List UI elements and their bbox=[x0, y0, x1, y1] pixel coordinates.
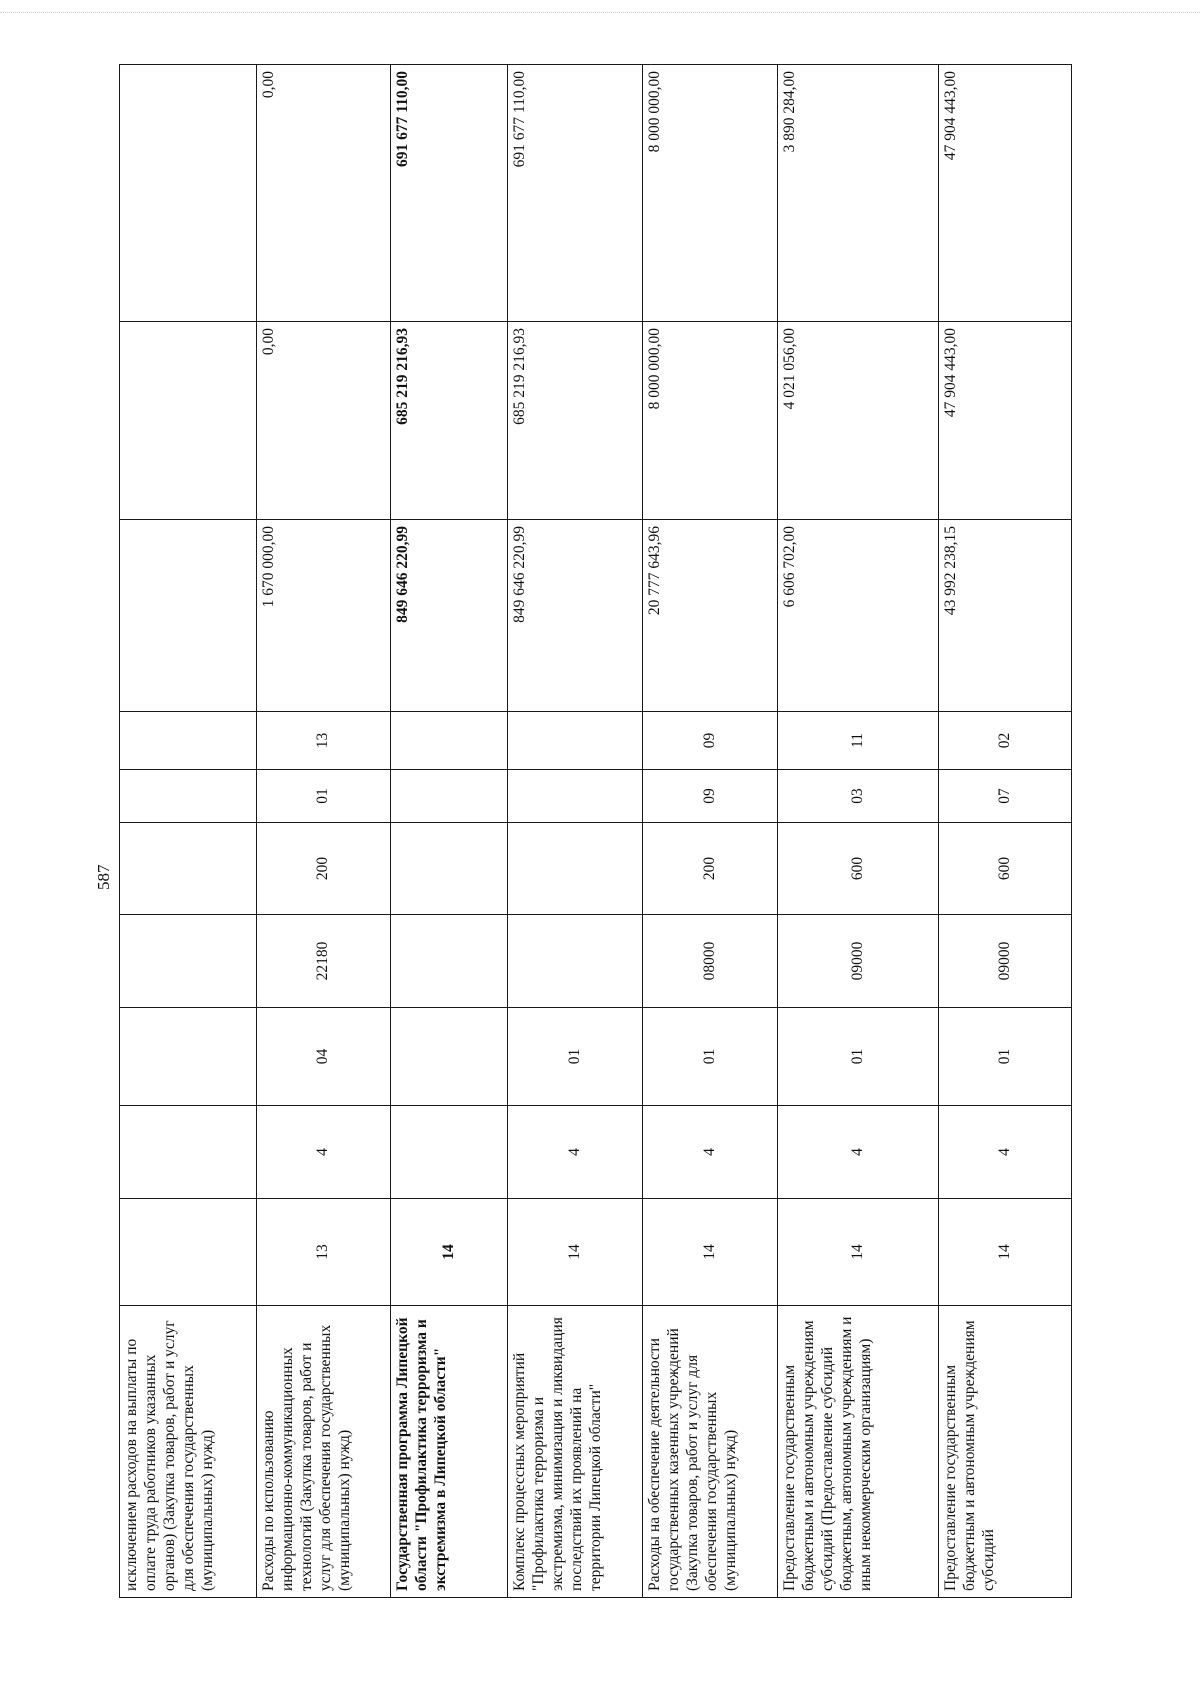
amount-cell bbox=[120, 520, 257, 712]
amount-cell: 8 000 000,00 bbox=[643, 322, 778, 520]
amount-cell: 849 646 220,99 bbox=[508, 520, 643, 712]
code-cell: 600 bbox=[939, 823, 1072, 915]
code-cell: 08000 bbox=[643, 915, 778, 1008]
amount-cell: 8 000 000,00 bbox=[643, 65, 778, 322]
row-description: Расходы на обеспечение деятельности государственных казенных учреждений (Закупка товаров, работ и услуг для обеспечения государственных (муниципальных) нужд) bbox=[643, 1306, 778, 1598]
amount-cell: 0,00 bbox=[257, 65, 391, 322]
code-cell bbox=[508, 770, 643, 823]
code-cell: 07 bbox=[939, 770, 1072, 823]
code-cell: 01 bbox=[778, 1008, 939, 1106]
code-cell: 02 bbox=[939, 712, 1072, 770]
amount-cell: 1 670 000,00 bbox=[257, 520, 391, 712]
amount-cell: 685 219 216,93 bbox=[391, 322, 508, 520]
row-description: Предоставление государственным бюджетным и автономным учреждениям субсидий (Предоставление субсидий бюджетным, автономным учреждениям и иным некоммерческим организациям) bbox=[778, 1306, 939, 1598]
code-cell bbox=[391, 770, 508, 823]
code-cell bbox=[508, 823, 643, 915]
code-cell bbox=[120, 1199, 257, 1306]
code-cell bbox=[391, 712, 508, 770]
code-cell: 09000 bbox=[939, 915, 1072, 1008]
code-cell: 14 bbox=[643, 1199, 778, 1306]
code-cell: 13 bbox=[257, 1199, 391, 1306]
table-row bbox=[120, 65, 257, 1598]
code-cell bbox=[508, 712, 643, 770]
code-cell bbox=[120, 770, 257, 823]
row-description: Предоставление государственным бюджетным и автономным учреждениям субсидий bbox=[939, 1306, 1072, 1598]
table-row bbox=[391, 65, 508, 1598]
table-row bbox=[643, 65, 778, 1598]
row-description: Государственная программа Липецкой области "Профилактика терроризма и экстремизма в Липецкой области" bbox=[391, 1306, 508, 1598]
code-cell: 200 bbox=[643, 823, 778, 915]
table-row bbox=[778, 65, 939, 1598]
code-cell: 13 bbox=[257, 712, 391, 770]
code-cell: 4 bbox=[643, 1106, 778, 1199]
code-cell bbox=[391, 1106, 508, 1199]
top-dotted-line bbox=[0, 12, 1200, 13]
amount-cell bbox=[120, 65, 257, 322]
amount-cell: 3 890 284,00 bbox=[778, 65, 939, 322]
code-cell: 14 bbox=[939, 1199, 1072, 1306]
amount-cell: 47 904 443,00 bbox=[939, 65, 1072, 322]
row-description: Расходы по использованию информационно-коммуникационных технологий (Закупка товаров, работ и услуг для обеспечения государственных (муниципальных) нужд) bbox=[257, 1306, 391, 1598]
code-cell: 01 bbox=[643, 1008, 778, 1106]
code-cell: 01 bbox=[939, 1008, 1072, 1106]
code-cell: 14 bbox=[391, 1199, 508, 1306]
amount-cell: 685 219 216,93 bbox=[508, 322, 643, 520]
code-cell: 600 bbox=[778, 823, 939, 915]
table-body bbox=[120, 65, 1072, 1598]
code-cell: 14 bbox=[508, 1199, 643, 1306]
code-cell bbox=[391, 915, 508, 1008]
code-cell bbox=[120, 1008, 257, 1106]
row-description: Комплекс процессных мероприятий "Профилактика терроризма и экстремизма, минимизация и ликвидация последствий их проявлений на территории Липецкой области" bbox=[508, 1306, 643, 1598]
code-cell bbox=[391, 823, 508, 915]
code-cell: 4 bbox=[257, 1106, 391, 1199]
code-cell bbox=[508, 915, 643, 1008]
amount-cell bbox=[120, 322, 257, 520]
code-cell bbox=[120, 823, 257, 915]
code-cell bbox=[120, 915, 257, 1008]
code-cell bbox=[120, 712, 257, 770]
code-cell: 09 bbox=[643, 770, 778, 823]
code-cell: 200 bbox=[257, 823, 391, 915]
row-description: исключением расходов на выплаты по оплате труда работников указанных органов) (Закупка товаров, работ и услуг для обеспечения государственных (муниципальных) нужд) bbox=[120, 1306, 257, 1598]
code-cell: 03 bbox=[778, 770, 939, 823]
code-cell: 11 bbox=[778, 712, 939, 770]
code-cell: 01 bbox=[508, 1008, 643, 1106]
table-row bbox=[508, 65, 643, 1598]
amount-cell: 6 606 702,00 bbox=[778, 520, 939, 712]
amount-cell: 20 777 643,96 bbox=[643, 520, 778, 712]
code-cell: 4 bbox=[939, 1106, 1072, 1199]
table-row bbox=[939, 65, 1072, 1598]
code-cell: 04 bbox=[257, 1008, 391, 1106]
code-cell: 09000 bbox=[778, 915, 939, 1008]
code-cell: 4 bbox=[508, 1106, 643, 1199]
amount-cell: 4 021 056,00 bbox=[778, 322, 939, 520]
code-cell: 09 bbox=[643, 712, 778, 770]
amount-cell: 43 992 238,15 bbox=[939, 520, 1072, 712]
code-cell: 22180 bbox=[257, 915, 391, 1008]
page-number: 587 bbox=[94, 864, 113, 890]
amount-cell: 0,00 bbox=[257, 322, 391, 520]
table-row bbox=[257, 65, 391, 1598]
amount-cell: 691 677 110,00 bbox=[508, 65, 643, 322]
code-cell bbox=[391, 1008, 508, 1106]
amount-cell: 691 677 110,00 bbox=[391, 65, 508, 322]
code-cell: 01 bbox=[257, 770, 391, 823]
budget-table bbox=[119, 64, 1072, 1598]
code-cell bbox=[120, 1106, 257, 1199]
code-cell: 4 bbox=[778, 1106, 939, 1199]
amount-cell: 849 646 220,99 bbox=[391, 520, 508, 712]
amount-cell: 47 904 443,00 bbox=[939, 322, 1072, 520]
code-cell: 14 bbox=[778, 1199, 939, 1306]
